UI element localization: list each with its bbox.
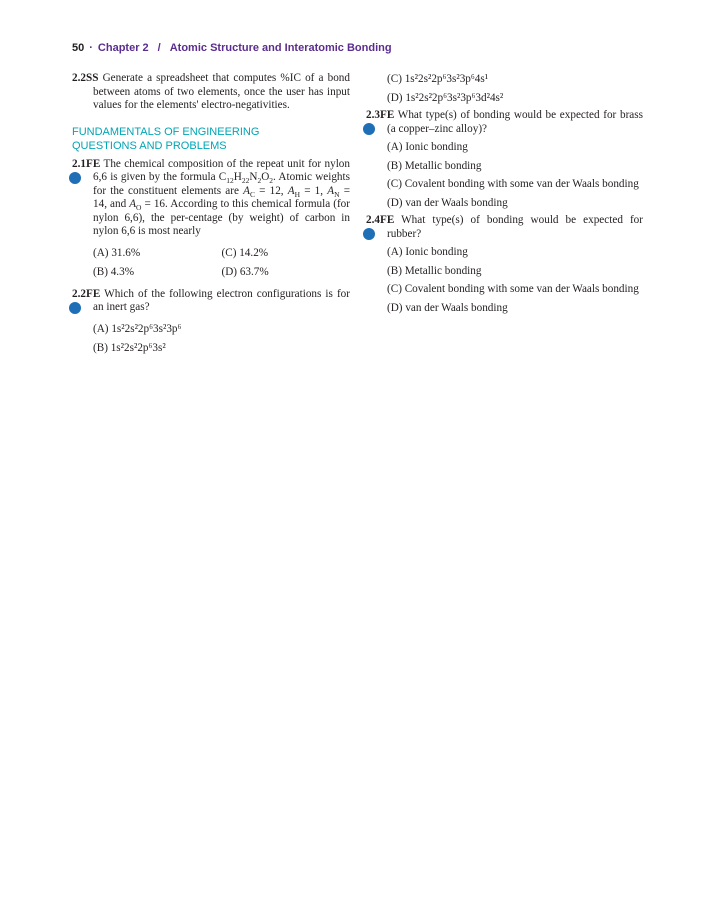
atomic-weight-n-value: = 14, and — [93, 184, 350, 210]
problem-text: Which of the following electron configurations is for an inert gas? — [93, 287, 350, 313]
answer-option-b: (B) Metallic bonding — [387, 264, 482, 277]
option-row — [93, 244, 350, 263]
section-heading-line1: FUNDAMENTALS OF ENGINEERING — [72, 125, 260, 138]
problem-text: Generate a spreadsheet that computes %IC of a bond between atoms of two elements, once the user has input values for the elements' electro-negativities. — [93, 72, 350, 111]
left-column — [59, 72, 351, 358]
problem-text-a: The chemical composition of the repeat unit for nylon 6,6 is given by the formula C — [93, 157, 350, 183]
problem-2-2fe — [59, 287, 350, 315]
answer-options-continued — [366, 70, 643, 108]
answer-option-a: (A) Ionic bonding — [387, 246, 468, 258]
answer-options — [366, 246, 643, 315]
atomic-weight-h-value: = 1, — [300, 184, 328, 197]
right-column — [353, 72, 643, 315]
option-row — [93, 263, 350, 282]
formula-n: N — [249, 171, 258, 183]
formula-h: H — [233, 171, 242, 183]
atomic-weight-n: A — [327, 184, 335, 197]
answer-option-a: (A) Ionic bonding — [387, 141, 468, 153]
answer-option-c: (C) Covalent bonding with some van der Waals bonding — [387, 178, 639, 190]
answer-option-d: (D) van der Waals bonding — [387, 196, 508, 209]
plus-circle-icon: + — [363, 123, 375, 135]
formula-o: O — [261, 171, 270, 183]
problem-number: 2.2SS — [72, 72, 99, 84]
problem-2-1fe — [59, 157, 351, 239]
plus-circle-icon: + — [69, 302, 81, 314]
answer-options — [72, 244, 350, 282]
formula-sub-n: 2 — [257, 176, 262, 186]
answer-option-d: (D) 63.7% — [221, 265, 269, 278]
atomic-weight-h: A — [287, 184, 295, 197]
page-number: 50 — [72, 42, 85, 54]
answer-option-a: (A) 31.6% — [93, 246, 141, 259]
atomic-weight-h-sub: H — [294, 189, 301, 199]
section-heading-line2: QUESTIONS AND PROBLEMS — [72, 140, 227, 152]
atomic-weight-n-sub: N — [334, 189, 340, 199]
problem-2-3fe — [353, 109, 643, 136]
atomic-weight-c-sub: C — [249, 189, 255, 199]
problem-text: What type(s) of bonding would be expected for rubber? — [387, 214, 643, 240]
problem-2-2ss — [72, 72, 350, 113]
answer-option-c: (C) 1s²2s²2p⁶3s²3p⁶4s¹ — [387, 73, 489, 85]
running-header — [72, 42, 392, 54]
problem-2-4fe — [353, 214, 643, 241]
atomic-weight-o-sub: O — [136, 203, 142, 213]
answer-option-b: (B) 4.3% — [93, 265, 135, 278]
problem-text: What type(s) of bonding would be expected for brass (a copper–zinc alloy)? — [387, 109, 643, 135]
answer-option-a: (A) 1s²2s²2p⁶3s²3p⁶ — [93, 322, 182, 335]
problem-number: 2.2FE — [72, 287, 101, 300]
answer-option-b: (B) Metallic bonding — [387, 159, 482, 172]
plus-circle-icon: + — [363, 228, 375, 240]
problem-number: 2.3FE — [366, 109, 395, 121]
answer-option-c: (C) 14.2% — [221, 246, 269, 259]
answer-option-d: (D) 1s²2s²2p⁶3s²3p⁶3d²4s² — [387, 92, 504, 104]
problem-number: 2.4FE — [366, 214, 395, 226]
formula-sub-c: 12 — [226, 176, 234, 186]
chapter-title: Atomic Structure and Interatomic Bonding — [169, 42, 392, 54]
answer-option-d: (D) van der Waals bonding — [387, 301, 508, 314]
answer-options — [72, 320, 350, 358]
answer-options — [366, 141, 643, 210]
section-heading — [72, 125, 350, 154]
problem-text-b: . Atomic weights for the constituent elements are — [93, 171, 350, 197]
problem-number: 2.1FE — [72, 157, 101, 170]
formula-sub-o: 2 — [269, 176, 274, 186]
atomic-weight-o: A — [129, 198, 137, 210]
atomic-weight-c: A — [243, 184, 250, 197]
chapter-label: Chapter 2 — [97, 42, 149, 54]
atomic-weight-c-value: = 12, — [254, 184, 288, 197]
formula-sub-h: 22 — [241, 176, 250, 186]
answer-option-b: (B) 1s²2s²2p⁶3s² — [93, 341, 166, 354]
atomic-weight-o-value: = 16. According to this chemical formula (for nylon 6,6), the per-centage (by weight) of carbon in nylon 6,6 is most nearly — [93, 198, 351, 237]
plus-circle-icon: + — [69, 172, 81, 184]
header-separator-dot: · — [89, 42, 93, 54]
header-separator-slash: / — [157, 42, 161, 54]
answer-option-c: (C) Covalent bonding with some van der Waals bonding — [387, 283, 639, 295]
